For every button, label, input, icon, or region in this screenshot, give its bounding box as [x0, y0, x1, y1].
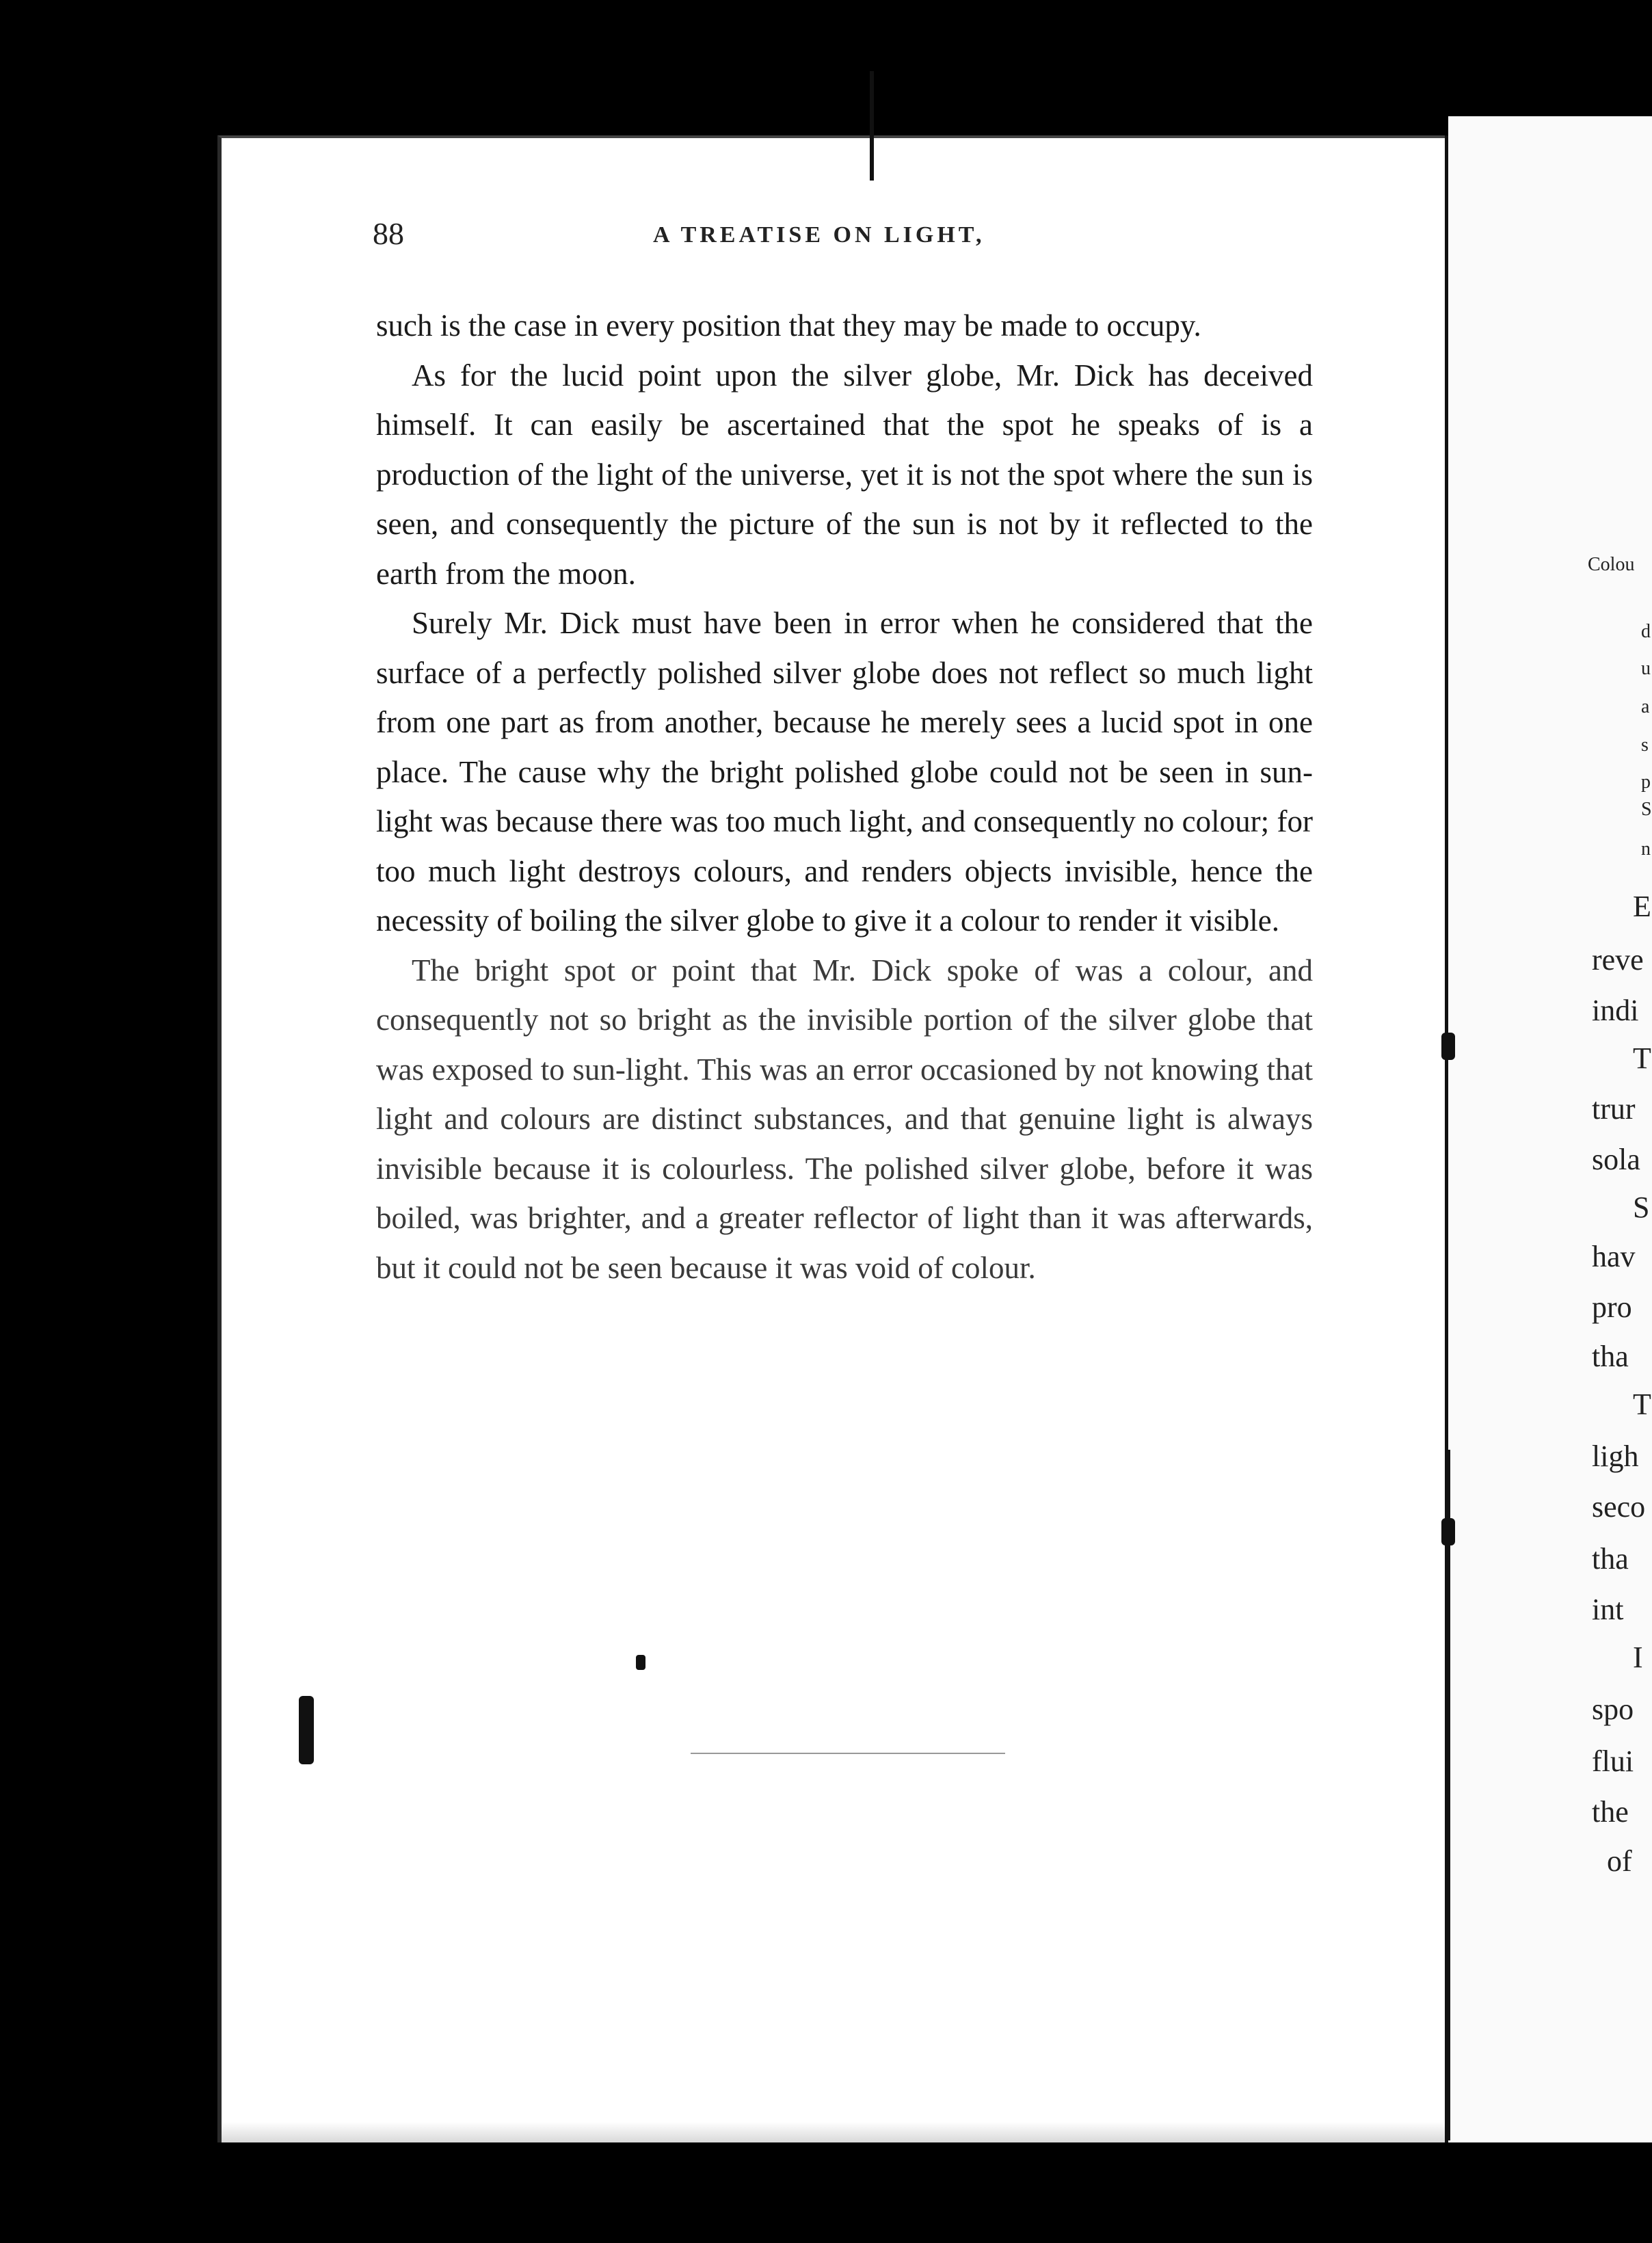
- right-page-line: the: [1592, 1795, 1629, 1829]
- right-page-line: T: [1633, 1388, 1651, 1421]
- right-page-line: tha: [1592, 1340, 1629, 1373]
- right-page-line: I: [1633, 1641, 1643, 1674]
- right-page-fragment: p: [1641, 771, 1651, 793]
- paragraph-3: Surely Mr. Dick must have been in error when he considered that the surface of a perfectly polished silver globe does not reflect so much light from one part as from another, because he merely sees a lucid spot in one place. The cause why the bright polished globe could not be seen in sun-light was because there was too much light, and consequently no colour; for too much light destroys colours, and renders objects invisible, hence the necessity of boiling the silver globe to give it a colour to render it visible.: [376, 606, 1313, 938]
- right-page-heading-fragment: Colou: [1588, 554, 1635, 575]
- right-page-line: tha: [1592, 1542, 1629, 1576]
- paragraph-1: such is the case in every position that they may be made to occupy.: [376, 308, 1201, 343]
- right-page-line: pro: [1592, 1290, 1632, 1324]
- body-text: [376, 301, 1313, 1292]
- right-page-line: reve: [1592, 943, 1644, 977]
- page-header: [373, 215, 1344, 263]
- right-page-line: E: [1633, 890, 1651, 923]
- page-edge-shadow: [1445, 1450, 1450, 2140]
- running-head: A TREATISE ON LIGHT,: [653, 222, 985, 248]
- right-page-fragment: a: [1641, 696, 1650, 717]
- right-page-line: ligh: [1592, 1439, 1639, 1473]
- right-page-line: indi: [1592, 994, 1639, 1027]
- right-page-fragment: S: [1641, 799, 1652, 820]
- right-page-line: S: [1633, 1191, 1650, 1224]
- right-page-fragment: s: [1641, 734, 1649, 756]
- right-page-fragment: u: [1641, 658, 1651, 679]
- right-page-line: spo: [1592, 1693, 1634, 1726]
- ink-mark: [299, 1696, 314, 1764]
- paragraph-2: As for the lucid point upon the silver globe, Mr. Dick has deceived himself. It can easily be ascertained that the spot he speaks of is a production of the light of the universe, yet it is not the spot where the sun is seen, and consequently the picture of the sun is not by it reflected to the earth from the moon.: [376, 358, 1313, 591]
- right-page-line: flui: [1592, 1744, 1634, 1778]
- right-page-line: of: [1607, 1844, 1632, 1878]
- section-rule: [691, 1753, 1005, 1754]
- right-page-line: seco: [1592, 1490, 1646, 1524]
- right-page-fragment: n: [1641, 838, 1651, 860]
- right-page-line: int: [1592, 1593, 1624, 1626]
- right-page-line: trur: [1592, 1092, 1636, 1126]
- right-page-line: sola: [1592, 1143, 1640, 1176]
- right-page-fragment: d: [1641, 621, 1651, 642]
- ink-speck: [1441, 1033, 1455, 1060]
- adjacent-page: [1448, 116, 1652, 2142]
- ink-speck: [636, 1655, 645, 1670]
- page-number: 88: [373, 216, 404, 251]
- paragraph-4: The bright spot or point that Mr. Dick spoke of was a colour, and consequently not so bright as the invisible portion of the silver globe that was exposed to sun-light. This was an error occasioned by not knowing that light and colours are distinct substances, and that genuine light is always invisible because it is colourless. The polished silver globe, before it was boiled, was brighter, and a greater reflector of light than it was afterwards, but it could not be seen because it was void of colour.: [376, 953, 1313, 1285]
- ink-speck: [1441, 1518, 1455, 1545]
- right-page-line: T: [1633, 1041, 1651, 1075]
- ink-speck: [870, 71, 874, 181]
- right-page-line: hav: [1592, 1240, 1636, 1273]
